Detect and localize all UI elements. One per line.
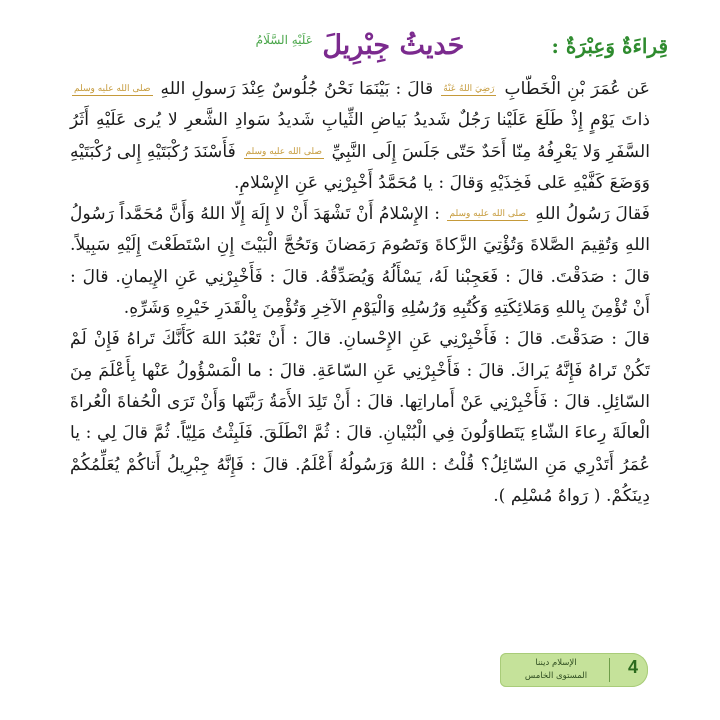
footer-divider	[609, 658, 610, 682]
paragraph-text: فَقالَ رَسُولُ اللهِ	[529, 204, 650, 225]
honorific-mark: رَضِيَ اللهُ عَنْهُ	[443, 84, 495, 94]
paragraph-text: عَن عُمَرَ بْنِ الْخَطّابِ	[498, 79, 650, 99]
lesson-title-text: حَديثُ جِبْرِيلَ	[322, 30, 465, 61]
paragraph-text: : الإِسْلامُ أَنْ تَشْهَدَ أَنْ لا إِلَهَ إِلّا اللهُ وَأَنَّ مُحَمَّداً رَسُولُ اللهِ وَتُقِيمَ الصَّلاةَ وَتُؤْتِيَ الزَّكاةَ وَتَصُومَ رَمَضانَ وَتَحُجَّ الْبَيْتَ إِنِ اسْتَطَعْتَ إِلَيْهِ سَبِيلاً. قالَ : صَدَقْتَ. قالَ : فَعَجِبْنا لَهُ، يَسْأَلُهُ وَيُصَدِّقُهُ. قالَ : فَأَخْبِرْنِي عَنِ الإِيمانِ. قالَ : أَنْ تُؤْمِنَ بِاللهِ وَمَلائِكَتِهِ وَكُتُبِهِ وَرُسُلِهِ وَالْيَوْمِ الآخِرِ وَتُؤْمِنَ بِالْقَدَرِ خَيْرِهِ وَشَرِّهِ.	[70, 204, 650, 319]
paragraph	[70, 74, 650, 199]
paragraph-text: قالَ : بَيْنَمَا نَحْنُ جُلُوسٌ عِنْدَ رَسولِ اللهِ	[154, 79, 440, 99]
section-label: قِراءَةٌ وَعِبْرَةٌ :	[551, 34, 668, 58]
honorific-mark: صلى الله عليه وسلم	[245, 146, 323, 157]
paragraph	[70, 199, 650, 324]
paragraph-text: قالَ : صَدَقْتَ. قالَ : فَأَخْبِرْنِي عَنِ الإِحْسانِ. قالَ : أَنْ تَعْبُدَ اللهَ كَأَنَّكَ تَراهُ فَإِنْ لَمْ تَكُنْ تَراهُ فَإِنَّهُ يَراكَ. قالَ : فَأَخْبِرْنِي عَنِ السّاعَةِ. قالَ : ما الْمَسْؤُولُ عَنْها بِأَعْلَمَ مِنَ السّائِلِ. قالَ : فَأَخْبِرْنِي عَنْ أَماراتِها. قالَ : أَنْ تَلِدَ الأَمَةُ رَبَّتَها وَأَنْ تَرَى الْحُفاةَ الْعُراةَ الْعالَةَ رِعاءَ الشّاءِ يَتَطاوَلُونَ فِي الْبُنْيانِ. قالَ : ثُمَّ انْطَلَقَ. فَلَبِثْتُ مَلِيّاً. ثُمَّ قالَ لِي : يا عُمَرُ أَتَدْرِي مَنِ السّائِلُ؟ قُلْتُ : اللهُ وَرَسُولُهُ أَعْلَمُ. قالَ : فَإِنَّهُ جِبْرِيلُ أَتاكُمْ يُعَلِّمُكُمْ دِينَكُمْ. ( رَواهُ مُسْلِم ).	[70, 329, 650, 506]
footer-book-info	[508, 657, 604, 683]
page-number: 4	[627, 657, 638, 677]
footer-level: المستوى الخامس	[524, 671, 588, 681]
footer-book-title: الإسلام ديننا	[535, 658, 577, 668]
honorific-mark: صلى الله عليه وسلم	[449, 209, 526, 220]
paragraph-text: فَأَسْنَدَ رُكْبَتَيْهِ إِلى رُكْبَتَيْهِ وَوَضَعَ كَفَّيْهِ عَلى فَخِذَيْهِ وَقالَ : يا مُحَمَّدُ أَخْبِرْنِي عَنِ الإِسْلامِ.	[70, 141, 650, 193]
footer-badge	[500, 653, 648, 687]
honorific-mark: صلى الله عليه وسلم	[74, 84, 151, 94]
paragraph-text: ذاتَ يَوْمٍ إِذْ طَلَعَ عَلَيْنا رَجُلٌ شَديدُ بَياضِ الثِّيابِ شَديدُ سَوادِ الشَّعرِ لا يُرى عَلَيْهِ أَثَرُ السَّفَرِ وَلا يَعْرِفُهُ مِنّا أَحَدٌ حَتّى جَلَسَ إِلَى النَّبِيِّ	[70, 110, 650, 162]
lesson-title	[0, 30, 720, 61]
hadith-text	[70, 74, 650, 512]
title-honorific: عَلَيْهِ السَّلَامُ	[255, 33, 313, 47]
paragraph	[70, 324, 650, 512]
page-header	[0, 28, 720, 78]
